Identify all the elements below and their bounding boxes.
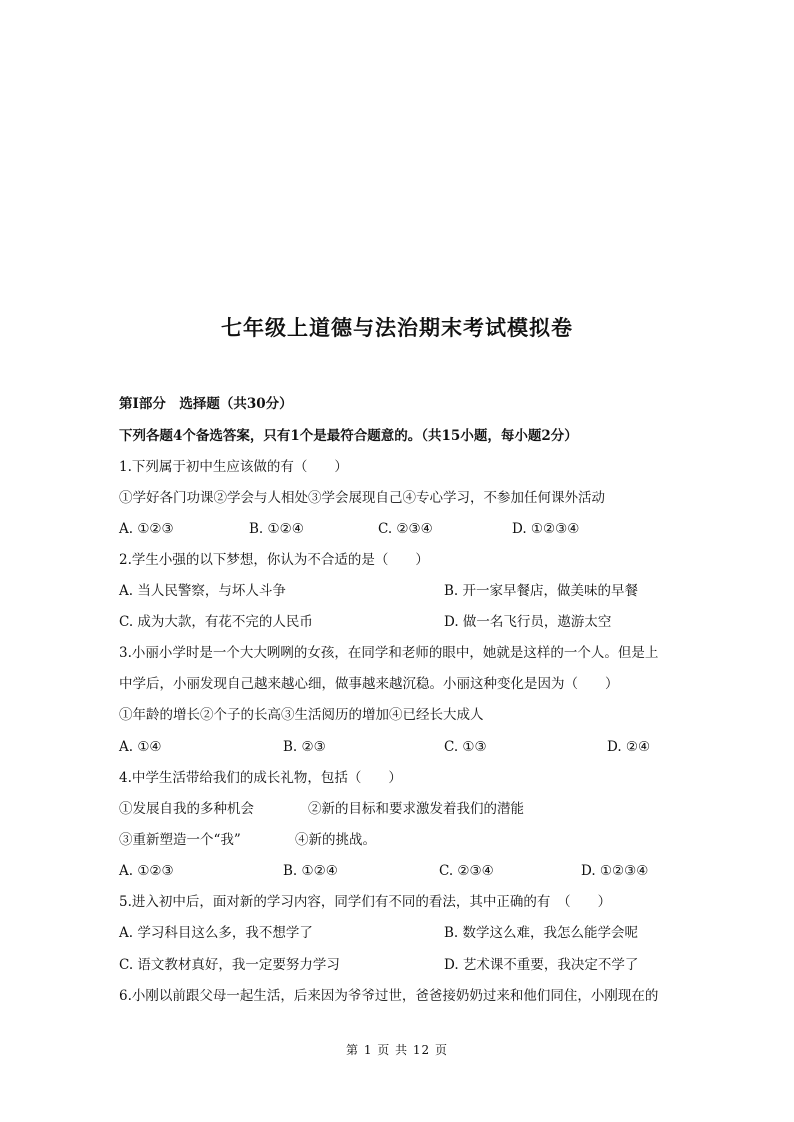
option-b: B. 开一家早餐店，做美味的早餐	[444, 583, 639, 599]
instruction-text: 下列各题4个备选答案，只有1个是最符合题意的。（共15小题，每小题2分）	[119, 428, 578, 444]
option-d: D. ①②③④	[512, 521, 580, 537]
question-3-statements: ①年龄的增长②个子的长高③生活阅历的增加④已经长大成人	[119, 707, 484, 723]
option-c: C. 成为大款，有花不完的人民币	[119, 614, 313, 630]
option-a: A. ①②③	[119, 521, 174, 537]
question-3-stem: 3.小丽小学时是一个大大咧咧的女孩，在同学和老师的眼中，她就是这样的一个人。但是上	[119, 645, 659, 661]
option-a: A. 当人民警察，与坏人斗争	[119, 583, 286, 599]
question-2-stem: 2.学生小强的以下梦想，你认为不合适的是（ ）	[119, 552, 429, 568]
statement-2: ②新的目标和要求激发着我们的潜能	[308, 801, 524, 817]
option-b: B. 数学这么难，我怎么能学会呢	[444, 925, 639, 941]
statement-3: ③重新塑造一个“我”	[119, 832, 241, 848]
option-a: A. ①②③	[119, 863, 174, 879]
option-a: A. ①④	[119, 739, 162, 755]
question-5-stem: 5.进入初中后，面对新的学习内容，同学们有不同的看法，其中正确的有 （ ）	[119, 894, 612, 910]
part-heading: 第Ⅰ部分 选择题（共30分）	[119, 396, 293, 412]
option-c: C. ②③④	[378, 521, 433, 537]
option-c: C. ②③④	[439, 863, 494, 879]
option-b: B. ①②④	[283, 863, 338, 879]
option-d: D. ①②③④	[581, 863, 649, 879]
question-3-stem-cont: 中学后，小丽发现自己越来越心细，做事越来越沉稳。小丽这种变化是因为（ ）	[119, 676, 619, 692]
option-b: B. ①②④	[249, 521, 304, 537]
option-c: C. ①③	[444, 739, 487, 755]
option-b: B. ②③	[283, 739, 326, 755]
page-footer: 第 1 页 共 12 页	[346, 1043, 448, 1057]
page-title: 七年级上道德与法治期末考试模拟卷	[221, 315, 573, 340]
option-d: D. 艺术课不重要，我决定不学了	[444, 957, 639, 973]
option-d: D. 做一名飞行员，遨游太空	[444, 614, 612, 630]
question-1-statements: ①学好各门功课②学会与人相处③学会展现自己④专心学习，不参加任何课外活动	[119, 490, 605, 506]
statement-4: ④新的挑战。	[295, 832, 376, 848]
question-6-stem: 6.小刚以前跟父母一起生活，后来因为爷爷过世，爸爸接奶奶过来和他们同住，小刚现在的	[119, 988, 659, 1004]
option-d: D. ②④	[607, 739, 651, 755]
option-c: C. 语文教材真好，我一定要努力学习	[119, 957, 340, 973]
question-4-stem: 4.中学生活带给我们的成长礼物，包括（ ）	[119, 770, 402, 786]
question-1-stem: 1.下列属于初中生应该做的有（ ）	[119, 459, 348, 475]
statement-1: ①发展自我的多种机会	[119, 801, 254, 817]
option-a: A. 学习科目这么多，我不想学了	[119, 925, 313, 941]
